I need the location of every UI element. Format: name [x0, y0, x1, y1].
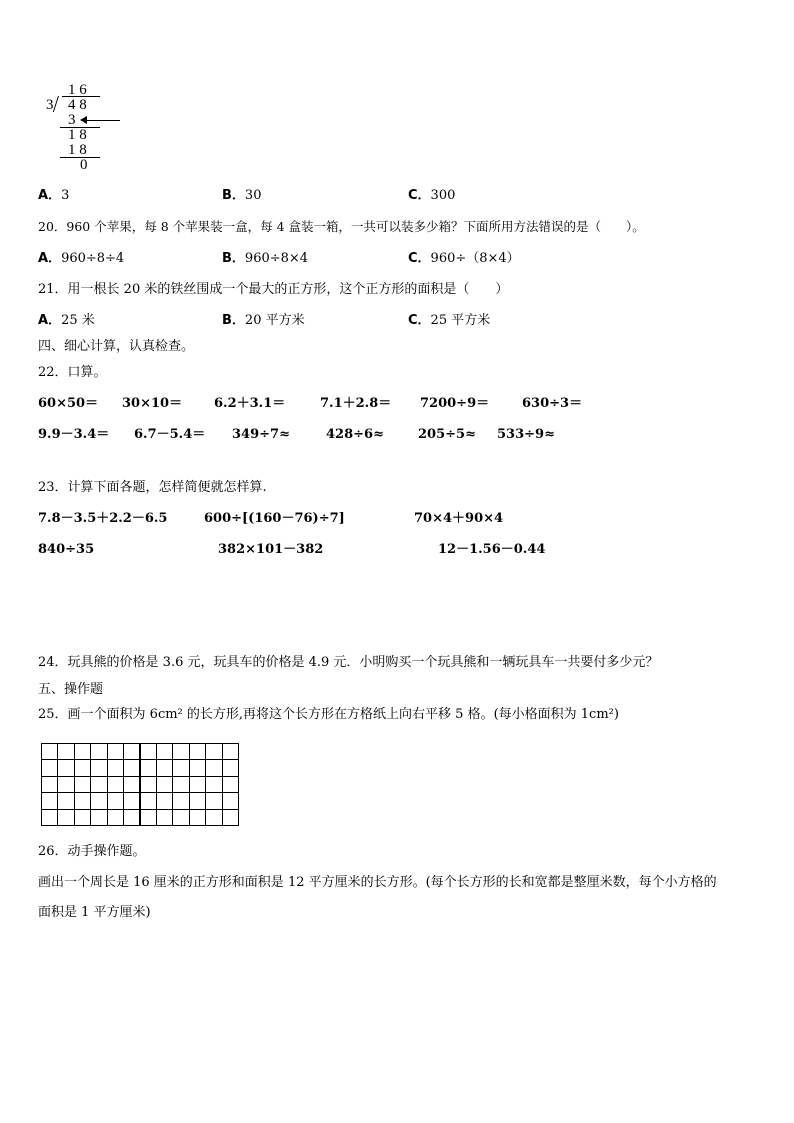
- grid-cell: [189, 776, 206, 793]
- q22-item-11: 205÷5≈: [418, 427, 476, 442]
- section5-heading: 五、操作题: [38, 682, 104, 697]
- grid-cell: [123, 776, 140, 793]
- grid-cell: [123, 792, 140, 809]
- grid-cell: [140, 776, 157, 793]
- q19-option-b: [222, 188, 261, 204]
- q21-option-a-label: A．: [38, 313, 62, 328]
- q20-option-c: [408, 251, 520, 267]
- grid-cell: [41, 792, 58, 809]
- grid-cell: [156, 776, 173, 793]
- grid-cell: [90, 792, 107, 809]
- grid-cell: [57, 776, 74, 793]
- division-remainder: 0: [80, 157, 88, 173]
- q21-option-c: [408, 313, 490, 329]
- q24-text: 24．玩具熊的价格是 3.6 元，玩具车的价格是 4.9 元．小明购买一个玩具熊和一辆玩具车一共要付多少元？: [38, 655, 659, 670]
- grid-cell: [123, 809, 140, 826]
- q21-option-c-text: 25 平方米: [430, 313, 491, 328]
- q21-option-a: [38, 313, 95, 329]
- q23-item-2: 600÷[(160－76)÷7]: [204, 511, 345, 526]
- grid-cell: [222, 776, 239, 793]
- q20-option-c-text: 960÷（8×4）: [430, 251, 520, 266]
- grid-cell: [172, 809, 189, 826]
- q25-text: 25．画一个面积为 6cm² 的长方形,再将这个长方形在方格纸上向右平移 5 格。(每小格面积为 1cm²): [38, 707, 619, 722]
- grid-cell: [140, 743, 157, 760]
- q23-item-6: 12－1.56－0.44: [438, 542, 546, 557]
- section4-heading: 四、细心计算，认真检查。: [38, 339, 195, 354]
- q19-option-b-label: B．: [222, 188, 245, 203]
- grid-cell: [74, 743, 91, 760]
- q20-option-a-label: A．: [38, 251, 62, 266]
- grid-cell: [156, 792, 173, 809]
- q23-item-5: 382×101－382: [218, 542, 324, 557]
- grid-cell: [222, 759, 239, 776]
- grid-cell: [222, 743, 239, 760]
- q22-title: 22．口算。: [38, 365, 107, 380]
- grid-cell: [107, 759, 124, 776]
- grid-cell: [156, 759, 173, 776]
- q20-option-b-text: 960÷8×4: [244, 251, 309, 266]
- q25-square-grid: [41, 743, 238, 825]
- division-step3: 1 8: [68, 142, 87, 158]
- q20-option-c-label: C．: [408, 251, 431, 266]
- grid-cell: [189, 792, 206, 809]
- q26-line1: 画出一个周长是 16 厘米的正方形和面积是 12 平方厘米的长方形。(每个长方形的长和宽都是整厘米数，每个小方格的: [38, 875, 717, 890]
- q23-item-4: 840÷35: [38, 542, 95, 557]
- grid-cell: [172, 792, 189, 809]
- q22-item-6: 630÷3＝: [522, 396, 583, 411]
- q22-item-7: 9.9－3.4＝: [38, 427, 110, 442]
- division-dividend: 4 8: [68, 97, 87, 113]
- grid-cell: [172, 776, 189, 793]
- grid-cell: [205, 743, 222, 760]
- q23-item-3: 70×4＋90×4: [414, 511, 504, 526]
- q20-option-b-label: B．: [222, 251, 245, 266]
- grid-cell: [123, 743, 140, 760]
- grid-cell: [90, 809, 107, 826]
- grid-cell: [107, 809, 124, 826]
- grid-cell: [140, 809, 157, 826]
- grid-cell: [205, 809, 222, 826]
- q21-option-a-text: 25 米: [61, 313, 95, 328]
- division-step1: 3: [68, 112, 76, 128]
- q21-text: 21．用一根长 20 米的铁丝围成一个最大的正方形，这个正方形的面积是（ ）: [38, 282, 509, 297]
- q21-option-b: [222, 313, 305, 329]
- division-divisor: 3: [46, 97, 54, 113]
- q23-item-1: 7.8－3.5＋2.2－6.5: [38, 511, 168, 526]
- grid-cell: [107, 743, 124, 760]
- grid-cell: [123, 759, 140, 776]
- grid-cell: [57, 743, 74, 760]
- division-quotient: 1 6: [68, 82, 87, 98]
- q23-title: 23．计算下面各题，怎样简便就怎样算.: [38, 480, 267, 495]
- q19-option-c-label: C．: [408, 188, 431, 203]
- q19-option-c: [408, 188, 455, 204]
- grid-cell: [41, 759, 58, 776]
- q22-item-3: 6.2＋3.1＝: [214, 396, 286, 411]
- q22-item-8: 6.7－5.4＝: [134, 427, 206, 442]
- grid-cell: [222, 809, 239, 826]
- division-arrow: [84, 120, 120, 121]
- q22-item-2: 30×10＝: [122, 396, 183, 411]
- division-arrow-head: [80, 116, 87, 124]
- q22-item-4: 7.1＋2.8＝: [320, 396, 392, 411]
- grid-cell: [156, 743, 173, 760]
- q21-option-c-label: C．: [408, 313, 431, 328]
- grid-cell: [107, 776, 124, 793]
- grid-cell: [222, 792, 239, 809]
- grid-cell: [172, 759, 189, 776]
- grid-cell: [41, 809, 58, 826]
- q20-option-b: [222, 251, 308, 267]
- grid-cell: [90, 759, 107, 776]
- q22-item-1: 60×50＝: [38, 396, 99, 411]
- grid-cell: [74, 809, 91, 826]
- grid-cell: [189, 809, 206, 826]
- grid-cell: [189, 759, 206, 776]
- grid-cell: [74, 776, 91, 793]
- q19-option-a: [38, 188, 69, 204]
- grid-cell: [90, 743, 107, 760]
- q22-item-12: 533÷9≈: [497, 427, 555, 442]
- grid-cell: [205, 776, 222, 793]
- q19-option-a-label: A．: [38, 188, 62, 203]
- q22-item-9: 349÷7≈: [232, 427, 290, 442]
- q22-item-10: 428÷6≈: [326, 427, 384, 442]
- grid-cell: [140, 759, 157, 776]
- q21-option-b-label: B．: [222, 313, 245, 328]
- q21-option-b-text: 20 平方米: [244, 313, 305, 328]
- grid-cell: [205, 759, 222, 776]
- q20-option-a-text: 960÷8÷4: [61, 251, 125, 266]
- long-division-figure: [40, 80, 130, 175]
- grid-cell: [205, 792, 222, 809]
- grid-cell: [57, 759, 74, 776]
- division-step2: 1 8: [68, 127, 87, 143]
- grid-cell: [57, 792, 74, 809]
- grid-cell: [74, 759, 91, 776]
- q19-option-a-text: 3: [61, 188, 70, 203]
- q20-text: 20．960 个苹果，每 8 个苹果装一盒，每 4 盒装一箱，一共可以装多少箱？下面所用方法错误的是（ ）。: [38, 219, 645, 234]
- grid-cell: [41, 776, 58, 793]
- grid-cell: [140, 792, 157, 809]
- q19-option-b-text: 30: [244, 188, 262, 203]
- grid-cell: [41, 743, 58, 760]
- grid-cell: [57, 809, 74, 826]
- q26-line2: 面积是 1 平方厘米): [38, 905, 151, 920]
- grid-cell: [74, 792, 91, 809]
- q26-title: 26．动手操作题。: [38, 844, 146, 859]
- grid-cell: [107, 792, 124, 809]
- grid-cell: [90, 776, 107, 793]
- grid-cell: [172, 743, 189, 760]
- grid-cell: [189, 743, 206, 760]
- q19-option-c-text: 300: [430, 188, 456, 203]
- division-bracket: [53, 96, 67, 112]
- q22-item-5: 7200÷9＝: [420, 396, 490, 411]
- grid-cell: [156, 809, 173, 826]
- q20-option-a: [38, 251, 124, 267]
